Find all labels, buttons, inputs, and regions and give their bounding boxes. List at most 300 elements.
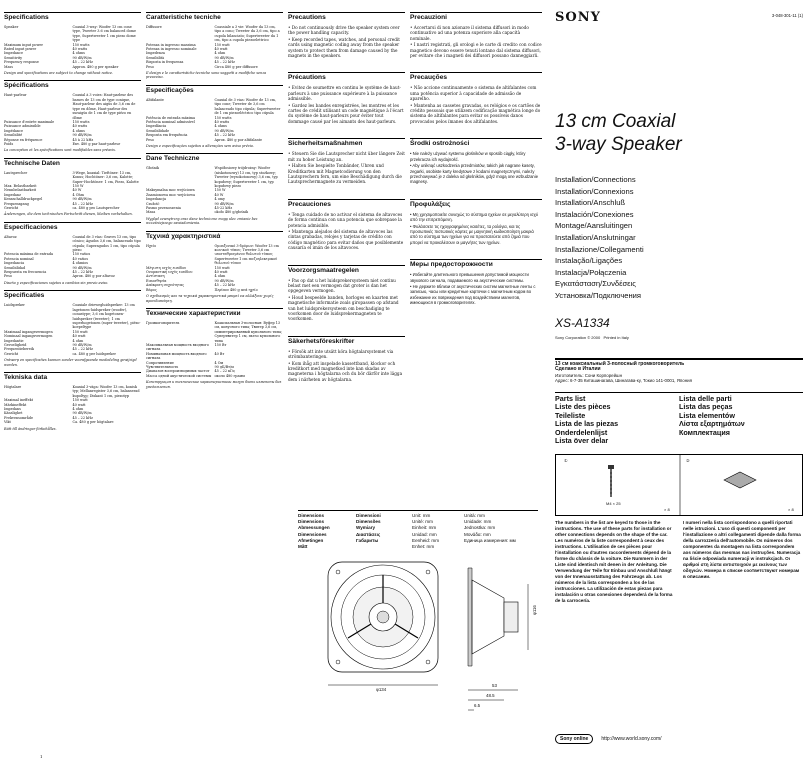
dim-label-1: φ134 <box>376 687 387 692</box>
spec-label: Peso <box>146 137 154 142</box>
speaker-side-icon <box>468 568 528 710</box>
spec-row <box>4 93 141 119</box>
spec-value: 90 dB/W/m <box>72 411 92 416</box>
parts-list-label: Liste des pièces <box>555 402 611 412</box>
precaution-item: • Försök att inte utsätt köra högtalarsystemet via strömbanteringen. <box>288 348 394 360</box>
spec-row <box>4 206 141 210</box>
dims-unit: Enhet: mm <box>412 544 435 550</box>
precautions-column-1 <box>288 12 405 396</box>
spec-row <box>4 25 141 43</box>
screw-spec: M4 × 25 <box>606 501 621 506</box>
spec-row <box>4 352 141 356</box>
language-item: Installation/Anschluß <box>555 198 626 208</box>
spec-label: Vikt <box>4 420 11 425</box>
specs-column-1 <box>4 12 141 436</box>
language-item: Installation/Connections <box>555 175 636 184</box>
spec-note: Конструкция и технические характеристики могут быть изменены без уведомления. <box>146 380 282 389</box>
section-heading: Τεχνικά χαρακτηριστικά <box>146 231 283 241</box>
dims-unit: Einheit: mm <box>412 525 437 531</box>
dimensions-section <box>298 510 538 722</box>
dims-unit: Eenheid: mm <box>412 537 440 543</box>
spec-value: 45 – 22 kHz <box>72 60 93 65</box>
parts-desc-left: The numbers in the list are keyed to those in the instructions. The use of these parts for installation or other connections depends on the shape of the car. Les numéros de la liste correspondent à ceux des instructions. L'utilisation de ces pièces pour l'installation ou d'autres raccordements dépend de la forme du châssis de la voiture. Die Nummern in der Liste sind identisch mit denen in der Anleitung. Die Verwendung der Teile für Einbau und Anschluß hängt von der Innenausstattung des Fahrzeugs ab. Los números de la lista corresponden a los de las instrucciones. La utilización de estas piezas para instalación u otras conexiones dependerá de la forma de la carrocería. <box>555 520 673 603</box>
spec-value: Coassiale a 3 vie: Woofer da 13 cm, tipo a cono; Tweeter da 3,6 cm, tipo a cupola bilanciato; Supertweeter da 1 cm, tipo a cupola piezoelettrico <box>214 25 280 43</box>
spec-value: 45-22 kHz <box>214 206 233 210</box>
precautions-column-2 <box>410 12 542 320</box>
doc-code: 3-048-301-11 (1) <box>771 13 803 18</box>
spec-row <box>4 303 141 329</box>
spec-note: Design e especificações sujeitos a alterações sem aviso prévio. <box>146 143 254 148</box>
precaution-item: • Houd bespeelde banden, horloges en kaarten met magnetische informatie zoals giropassen op afstand van het luidsprekersysteem om beschadiging te voorkomen door de luidsprekermagneten te voorkomen. <box>288 294 399 322</box>
precaution-section <box>410 72 542 124</box>
spec-value: 150 watt <box>72 329 88 334</box>
spec-label: Altifalante <box>146 97 164 102</box>
spec-value: 40 watt <box>214 47 228 52</box>
qty-1: × 8 <box>664 507 670 512</box>
spec-value: Aprox. 480 g por altifalante <box>214 137 263 142</box>
spec-label: Sensitivity <box>4 55 23 60</box>
precaution-item: • Kom ihåg att inspelade kassettband, klockor och kreditkort med magnetkod inte kan skadas av magneterna i högtalarna och du bör därför inte lägga dem i närheten av högtalarna. <box>288 360 403 382</box>
product-title: 13 cm Coaxial 3-way Speaker <box>555 111 682 155</box>
parts-list-label: Lista delle parti <box>679 394 732 403</box>
spec-section <box>4 222 141 285</box>
spec-label: Чувствительность <box>146 364 179 369</box>
spec-label: Högtalare <box>4 384 22 389</box>
spec-value: 40 watt <box>214 270 228 275</box>
spec-note: Il design e le caratteristiche tecniche sono soggetti a modifiche senza preavviso. <box>146 71 267 80</box>
copyright: Sony Corporation © 2000 <box>555 334 601 340</box>
precaution-item: • Gardez les bandes enregistrées, les montres et les cartes de crédit utilisant un code magnétique à l'écart du système de haut-parleurs pour éviter tout dommage causé par les aimants des haut-parleurs. <box>288 102 404 124</box>
spec-value: 40 W <box>72 188 82 193</box>
spec-label: Ονομαστική ισχύς εισόδου <box>146 270 193 275</box>
spec-label: Απόκριση συχνότητας <box>146 283 185 288</box>
model-number: XS-A1334 <box>555 315 610 330</box>
spec-value: 4 ohms <box>72 51 85 56</box>
dims-title: Dimensions <box>298 513 325 518</box>
section-heading: Especificaciones <box>4 222 141 232</box>
spec-value: 90 dB/W/m <box>72 265 92 270</box>
precaution-section <box>410 138 542 184</box>
spec-section <box>4 290 141 367</box>
dims-unit: Μονάδα: mm <box>464 531 491 537</box>
section-heading: Precauzioni <box>410 12 542 22</box>
precaution-item: • Halten Sie bespielte Tonbänder, Uhren und Kreditkarten mit Magnetcodierung von den Lautsprechern fern, um eine Beschädigung durch die Lautsprechermagnete zu vermeiden. <box>288 163 402 185</box>
spec-value: 150 vatios <box>72 252 91 257</box>
spec-value: Współosiowy trójdrożny: Woofer (niskotonowy) 13 cm, typ stożkowy; Tweeter (wysokotonowy) 3,6 cm, typ kopułowy; Supertweeter 1 cm, typ kopułowy piezo <box>214 166 278 188</box>
spec-value: 45 à 22 kHz <box>72 137 94 142</box>
spec-row <box>146 25 283 43</box>
russian-info-box <box>555 358 803 384</box>
spec-section <box>4 80 141 152</box>
dims-unit: Единица измерения: мм <box>464 537 516 543</box>
spec-label: Gevoeligheid <box>4 342 27 347</box>
spec-row <box>4 420 141 424</box>
spec-section <box>146 231 283 303</box>
spec-value: Env. 480 g par haut-parleur <box>72 141 121 146</box>
precaution-section <box>288 72 405 124</box>
precaution-section <box>410 12 542 58</box>
spec-label: Сопротивление <box>146 360 174 365</box>
spec-value: Approx. 480 g per speaker <box>72 64 119 69</box>
spec-value: 40 watts <box>214 119 230 124</box>
precaution-item: • Não accione continuamente o sistema de altifalantes com uma potência superior à capacidade de admissão de aparelho. <box>410 85 537 102</box>
dims-unit: Unità: mm <box>464 513 485 518</box>
language-item: Установка/Подключения <box>555 290 642 300</box>
spec-row <box>146 210 283 214</box>
spec-label: Märkineffekt <box>4 402 27 407</box>
dim-label-5: 53 <box>492 683 497 688</box>
part-number-1: ① <box>564 458 568 463</box>
spec-note: Rätt till ändringar förbehålles. <box>4 426 57 431</box>
dims-title: Διαστάσεις <box>356 531 381 537</box>
language-item: Instalacja/Połączenia <box>555 267 627 277</box>
dims-title: Afmetingen <box>298 537 324 543</box>
spec-label: Impedancja <box>146 197 167 202</box>
spec-value: Ca. 480 g per högtalare <box>72 420 114 425</box>
precaution-item: • Do not continuously drive the speaker system over the power handling capacity. <box>288 25 400 36</box>
spec-value: 40 W <box>214 192 224 197</box>
spec-value: Ομοαξονικό 3-δρόμων: Woofer 13 cm κωνικού τύπου; Tweeter 3,6 cm ισοσταθμισμένου θολωτού τύπου; Supertweeter 1 cm πιεζοηλεκτρικού θολωτού τύπου <box>214 243 279 266</box>
spec-label: Altavoz <box>4 234 17 239</box>
spec-label: Resposta em frequência <box>146 133 188 138</box>
spec-note: Ontwerp en specificaties kunnen zonder voorafgaande mededeling gewijzigd worden. <box>4 358 137 367</box>
spec-value: 150 Вт <box>214 342 227 347</box>
speaker-front-icon <box>328 562 438 685</box>
spec-label: Номинальная мощность входного сигнала <box>146 351 207 361</box>
spec-label: Pasmo przenoszenia <box>146 206 181 210</box>
spec-label: Диапазон воспроизводимых частот <box>146 369 210 374</box>
spec-label: Maximaal ingangsvermogen <box>4 329 53 334</box>
spec-value: 150 W <box>72 183 84 188</box>
section-heading: Precauções <box>410 72 542 82</box>
spec-value: Коаксиальная 3-полосная: Вуфер 13 см, конусного типа; Твитер 3,6 см, симметрированный купольного типа; Супертвитер 1 см, пьезо купольного типа <box>214 320 283 343</box>
spec-label: Frequency response <box>4 60 39 65</box>
sony-logo: SONY <box>555 10 601 25</box>
spec-label: Nominaal ingangsvermogen <box>4 334 53 339</box>
section-heading: Tekniska data <box>4 372 141 382</box>
precaution-section <box>288 199 405 251</box>
precaution-item: • Accertarsi di non azionare il sistema diffusori in modo continuativo ad una potenza superiore alla capacità nominale. <box>410 25 529 41</box>
precaution-item: • Mantenha as cassetes gravadas, os relógios e os cartões de crédito pessoais que utilizem codificação magnética longe do sistema de altifalantes para evitar os possíveis danos provocados pelos ímanes dos altifalantes. <box>410 102 541 124</box>
spec-value: 40 watt <box>72 402 86 407</box>
spec-value: 4 ohm <box>72 338 84 343</box>
parts-list-right <box>679 395 803 445</box>
spec-row <box>4 171 141 184</box>
spec-value: 4 ohm <box>214 274 226 279</box>
section-heading: Precauciones <box>288 199 405 209</box>
spec-row <box>146 321 283 343</box>
spec-label: Frequentiebereik <box>4 347 34 352</box>
dims-unit: Unit: mm <box>412 513 431 518</box>
spec-row <box>4 235 141 253</box>
spec-label: Potenza in ingresso massima <box>146 42 196 47</box>
precaution-item: • Tenga cuidado de no activar el sistema de altavoces de forma continua con una potencia que sobrepase la potencia admisible. <box>288 211 403 228</box>
dims-units-left <box>412 513 464 550</box>
spec-label: Sensibilità <box>146 55 165 60</box>
spec-value: 4 ohm <box>72 407 84 411</box>
spec-label: Znamionowa moc wejściowa <box>146 192 196 197</box>
spec-value: ca. 480 g pro Lautsprecher <box>72 206 120 210</box>
spec-label: Impedenza <box>146 51 165 56</box>
language-item: Montage/Aansluitingen <box>555 221 633 231</box>
spec-label: Poids <box>4 141 14 146</box>
spec-label: Diffusore <box>146 25 162 29</box>
spec-row <box>146 138 283 142</box>
spec-value: 4 ohms <box>214 124 227 129</box>
dims-unit: Unidad: mm <box>412 531 437 537</box>
dims-title: Dimensions <box>298 519 325 525</box>
spec-row <box>146 244 283 266</box>
language-item: Instalação/Ligações <box>555 256 623 266</box>
spec-row <box>4 385 141 398</box>
section-heading: Voorzorgsmaatregelen <box>288 265 405 275</box>
ru-address: Адрес: 6-7-35 Киташинагава, Шинагава-ку, Токио 141-0001, Япония <box>555 378 692 384</box>
spec-value: Koaxial 3-väga: Woofer 13 cm, konisk typ; Mellanregister 3,6 cm, balanserad kupoltyp; Diskant 1 cm, piezotyp <box>72 384 140 398</box>
dims-unit: Jednostka: mm <box>464 525 496 531</box>
dims-title: Габариты <box>356 537 379 543</box>
spec-value: 45 – 22 kHz <box>72 201 93 206</box>
spec-label: Nennbelastbarkeit <box>4 188 37 193</box>
section-heading: Spécifications <box>4 80 141 90</box>
precaution-section <box>410 199 542 245</box>
spec-label: Sensibilidad <box>4 265 26 270</box>
spec-row <box>146 352 283 361</box>
spec-value: 150 watt <box>214 265 230 270</box>
spec-label: Czułość <box>146 201 160 206</box>
spec-label: Βάρος <box>146 287 157 292</box>
section-heading: Sicherheitsmaßnahmen <box>288 138 405 148</box>
parts-list-label: Parts list <box>555 394 586 403</box>
spec-label: Impedance <box>4 51 24 56</box>
spec-value: около 480 грамм <box>214 373 245 378</box>
spec-note: La conception et les spécifications sont modifiables sans préavis. <box>4 148 116 153</box>
spec-row <box>4 65 141 69</box>
precaution-item: • Φυλάσσετε τις ηχογραφημένες κασέτες, τα ρολόγια, και τις προσωπικές πιστωτικές κάρτες με μαγνητική κωδικοποίηση μακριά από το σύστημα των ηχείων για να προστατεύετε από ζημιά που μπορεί να προκαλέσουν οι μαγνήτες των ηχείων. <box>410 223 534 245</box>
spec-label: Sensibilité <box>4 133 23 138</box>
spec-value: 90 dB/W/m <box>72 342 92 347</box>
spec-label: Peso <box>4 274 12 279</box>
dims-unit: Unidade: mm <box>464 519 492 525</box>
spec-value: Coaxial de 3 vías: Graves 13 cm, tipo cónico; Agudos 3,6 cm, balanceado tipo cúpula; Superagudos 1 cm, tipo cúpula piezo <box>72 234 141 253</box>
spec-value: 150 watts <box>72 42 90 47</box>
spec-value: Περίπου 480 g ανά ηχείο <box>214 287 258 292</box>
spec-label: Impedância <box>146 124 167 129</box>
language-item: Instalación/Conexiones <box>555 209 634 219</box>
spec-note: Änderungen, die dem technischen Fortschritt dienen, bleiben vorbehalten. <box>4 212 133 217</box>
precaution-item: • Pas op dat u het luidsprekersysteem niet continu belast met een vermogen dat groter is dan het opgegeven vermogen. <box>288 277 396 294</box>
spec-value: 40 watt <box>72 334 86 339</box>
precaution-item: • Не держите вблизи от акустических систем магнитные ленты с записью, часы или кредитные карточки с магнитным кодом во избежание их повреждения под воздействием магнитов, имеющихся в громкоговорителях. <box>410 283 536 306</box>
precaution-item: • Избегайте длительного превышения допустимой мощности звукового сигнала, подаваемого на акустические системы. <box>410 272 529 283</box>
language-list <box>555 174 803 302</box>
section-heading: Caratteristiche tecniche <box>146 12 283 22</box>
spec-row <box>146 65 283 69</box>
spec-row <box>146 288 283 292</box>
precaution-item: • Evitez de soumettre en continu le système de haut-parleurs à une puissance supérieure à la puissance admissible. <box>288 85 401 102</box>
spec-value: 90 dB/W/m <box>72 197 92 202</box>
spec-label: Känslighet <box>4 411 23 416</box>
section-heading: Προφυλάξεις <box>410 199 542 209</box>
spec-label: Max. Belastbarkeit <box>4 183 37 188</box>
printed-in: Printed in Italy <box>603 334 629 340</box>
spec-value: 150 watts <box>72 119 90 124</box>
dim-label-2: φ116 <box>531 605 537 616</box>
spec-value: 4 ohmios <box>72 261 89 266</box>
spec-value: Coaxiale driewegluidspreker: 13 cm lagetonen-luidspreker (woofer), conustype; 3,6 cm hogetonen-luidspreker (tweeter); 1 cm superhogetonen (super tweeter), piëzo-koepeltype <box>72 303 141 330</box>
section-heading: Меры предосторожности <box>410 259 542 269</box>
spec-label: Mass <box>4 64 13 69</box>
spec-label: Peso <box>146 64 154 69</box>
spec-label: Масса одной акустической системы <box>146 373 212 378</box>
footer-url[interactable]: http://www.world.sony.com/ <box>601 736 662 742</box>
spec-section <box>146 308 283 389</box>
spec-value: 150 watt <box>214 42 230 47</box>
parts-list-label: Lista das peças <box>679 402 733 412</box>
spec-label: Ηχείο <box>146 243 157 248</box>
qty-2: × 8 <box>788 507 794 512</box>
spec-label: Respuesta en frecuencia <box>4 270 47 275</box>
spec-label: Frekvensområde <box>4 415 33 420</box>
spec-value: 150 W <box>214 188 226 193</box>
spec-label: Potenza in ingresso nominale <box>146 47 197 52</box>
spec-label: Ευαισθησία <box>146 278 167 283</box>
section-heading: Especificações <box>146 85 283 95</box>
part-number-2: ② <box>686 458 690 463</box>
section-heading: Технические характеристики <box>146 308 283 318</box>
spec-value: Coaxial à 3 voies: Haut-parleur des basses de 13 cm de type conique, Haut-parleur des aigüs de 3,6 cm de type en dôme, Haut-parleur des suraigüs de 1 cm de type piézo en dôme <box>72 93 136 120</box>
spec-value: 45 – 22 kHz <box>72 347 93 352</box>
parts-list-label: Onderdelenlijst <box>555 427 608 437</box>
spec-note: Ο σχεδιασμός και τα τεχνικά χαρακτηριστικά μπορεί να αλλάξουν χωρίς προειδοποίηση. <box>146 294 274 303</box>
spec-label: Lautsprecher <box>4 170 28 175</box>
parts-list-label: Комплектация <box>679 427 730 437</box>
spec-note: Wygląd zewnętrzny oraz dane techniczne mogą ulec zmianie bez wcześniejszego zawiadomienia. <box>146 216 258 226</box>
spec-label: Rated input power <box>4 47 37 52</box>
dim-label-3: 48.5 <box>486 693 495 698</box>
spec-label: Puissance admissible <box>4 124 41 129</box>
spec-label: Gewicht <box>4 351 19 356</box>
spec-label: Haut-parleur <box>4 93 27 98</box>
precaution-item: • I nastri registrati, gli orologi e le carte di credito con codice magnetico devono essere tenuti lontano dal sistema diffusori, per evitare che i magneti dei diffusori possano danneggiarli. <box>410 42 542 59</box>
spec-value: 45 – 22 kHz <box>72 270 93 275</box>
parts-box <box>555 454 803 516</box>
spec-label: Frequenzgang <box>4 201 29 206</box>
parts-list-label: Lista över delar <box>555 436 609 446</box>
copyright-line <box>555 335 803 340</box>
spec-section <box>4 12 141 75</box>
ru-maker: Изготовитель: Сони Корпорейшн <box>555 372 623 378</box>
spec-value: 4 Ом <box>214 360 224 365</box>
spec-section <box>146 153 283 225</box>
spec-label: Risposta in frequenza <box>146 60 184 65</box>
spec-value: 45 – 22 kHz <box>72 415 93 420</box>
spec-label: Réponse en fréquence <box>4 137 43 142</box>
spec-value: około 480 g/głośnik <box>214 210 249 215</box>
spec-value: 40 watts <box>72 124 88 129</box>
parts-list-label: Lista de las piezas <box>555 419 619 429</box>
parts-description <box>555 520 803 604</box>
screw-icon <box>608 465 614 497</box>
dims-units-right <box>464 513 538 550</box>
dims-title: Wymiary <box>356 525 376 531</box>
spec-label: Impédance <box>4 128 24 133</box>
spec-section <box>146 12 283 80</box>
spec-row <box>146 343 283 352</box>
spec-label: Αντίσταση <box>146 274 165 279</box>
specs-column-2 <box>146 12 283 394</box>
spec-label: Максимальная мощность входного сигнала <box>146 342 209 352</box>
spec-label: Luidspreker <box>4 303 25 308</box>
spec-label: Maximum input power <box>4 42 43 47</box>
spec-label: Potencia máxima de entrada <box>4 252 54 257</box>
spec-label: Μέγιστη ισχύς εισόδου <box>146 265 187 270</box>
spec-row <box>146 98 283 116</box>
dims-title: Dimensiones <box>298 531 327 537</box>
spec-value: 40 Вт <box>214 351 225 356</box>
dims-title: Mått <box>298 544 308 550</box>
spec-value: Aprox. 480 g por altavoz <box>72 274 115 279</box>
spec-label: Maximal ineffekt <box>4 398 33 403</box>
spec-label: Gewicht <box>4 206 19 210</box>
parts-list-label: Λίστα εξαρτημάτων <box>679 419 745 429</box>
spec-value: 45 – 22 kHz <box>214 133 235 138</box>
spec-row <box>146 166 283 188</box>
spec-value: ca. 480 g per luidspreker <box>72 351 116 356</box>
precaution-item: • Μη χρησιμοποιείτε συνεχώς το σύστημα ηχείων σε μεγαλύτερη ισχύ από την επιτρεπόμενη. <box>410 211 539 223</box>
spec-label: Громкоговоритель <box>146 320 180 325</box>
precaution-item: • Mantenga alejados del sistema de altavoces las cintas grabadas, relojes y tarjetas de crédito con código magnético para evitar daños que posiblemente causaría el imán de los altavoces. <box>288 228 404 251</box>
language-item: Εγκατάσταση/Συνδέσεις <box>555 279 636 289</box>
spec-label: Potência nominal admissível <box>146 119 195 124</box>
precaution-section <box>288 12 405 58</box>
spec-value: 4 ohms <box>72 128 85 133</box>
dims-title: Abmessungen <box>298 525 330 531</box>
spec-row <box>4 142 141 146</box>
parts-list-label: Lista elementów <box>679 410 735 420</box>
dims-unit: Unité: mm <box>412 519 433 525</box>
precaution-section <box>288 336 405 382</box>
spec-value: 90 dB/W/m <box>214 55 234 60</box>
spec-value: 4 ohm <box>214 51 226 56</box>
spec-value: 90 dB/W/m <box>214 201 234 206</box>
parts-list-label: Teileliste <box>555 410 586 420</box>
spec-value: 150 watt <box>72 398 88 403</box>
section-heading: Précautions <box>288 72 405 82</box>
spec-value: 40 vatios <box>72 256 89 261</box>
spec-label: Impedanz <box>4 192 21 197</box>
section-heading: Technische Daten <box>4 158 141 168</box>
dims-titles-left <box>298 513 356 550</box>
spec-value: 3-Wege, koaxial: Tieftöner: 13 cm, Konus; Hochtöner: 3,6 cm, Kalotte; Super-Hochtöner: 1 cm, Piezo, Kalotte <box>72 170 139 184</box>
spec-value: 4 omy <box>214 197 225 202</box>
spec-label: Impedantie <box>4 338 24 343</box>
spec-value: 45 – 22 kHz <box>214 283 235 288</box>
spec-value: 90 dB/W/m <box>214 128 234 133</box>
language-item: Installation/Connexions <box>555 186 634 196</box>
spec-note: Design and specifications are subject to change without notice. <box>4 71 114 76</box>
spec-value: 90 dB/W/m <box>72 55 92 60</box>
spec-note: Diseño y especificaciones sujetos a cambios sin previo aviso. <box>4 280 109 285</box>
dims-title: Dimensioni <box>356 513 381 518</box>
spec-value: 4 Ohm <box>72 192 84 197</box>
spec-label: Potencia nominal <box>4 256 34 261</box>
spec-label: Maksymalna moc wejściowa <box>146 188 195 193</box>
spec-label: Impedancia <box>4 261 25 266</box>
spec-label: Kennschalldruckpegel <box>4 197 43 202</box>
section-heading: Säkerhetsföreskrifter <box>288 336 405 346</box>
spec-value: 90 dB/W/m <box>72 133 92 138</box>
spec-value: 150 watts <box>214 115 232 120</box>
